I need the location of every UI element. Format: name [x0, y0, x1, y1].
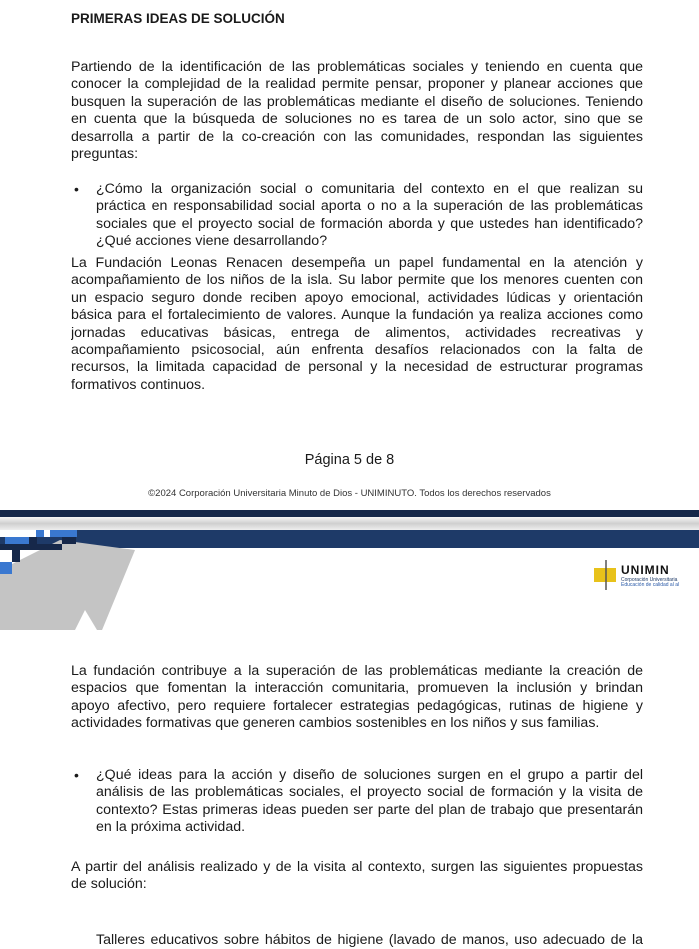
text-line: desarrolla a partir de la co-creación con las comunidades, respondan las siguientes	[71, 128, 643, 145]
bullet-question-2	[96, 767, 643, 837]
paragraph-fundacion	[71, 255, 643, 394]
text-line: básica para el fortalecimiento de valores. Aunque la fundación ya realiza acciones como	[71, 307, 643, 324]
text-line: contexto? Estas primeras ideas pueden ser parte del plan de trabajo que presentarán	[96, 801, 643, 818]
text-line: ¿Qué acciones viene desarrollando?	[96, 233, 328, 250]
paragraph-talleres	[96, 932, 643, 949]
text-line: de solución:	[71, 876, 147, 893]
header-decoration	[0, 530, 140, 630]
text-line: La fundación contribuye a la superación de las problemáticas mediante la creación de	[71, 663, 643, 679]
copyright: ©2024 Corporación Universitaria Minuto de Dios - UNIMINUTO. Todos los derechos reservados	[148, 488, 551, 499]
bullet-icon: •	[74, 181, 79, 197]
text-line: conocer la complejidad de la realidad permite pensar, proponer y planear acciones que	[71, 76, 643, 93]
text-line: acompañamiento de los niños de la isla. Su labor permite que los menores cuenten con	[71, 272, 643, 289]
text-line: recursos, la limitada capacidad de personal y la necesidad de estructurar programas	[71, 359, 643, 376]
text-line: formativos continuos.	[71, 376, 206, 393]
text-line: análisis de las problemáticas sociales, el proyecto social de formación y la visita de	[96, 784, 643, 801]
text-line: Partiendo de la identificación de las problemáticas sociales y teniendo en cuenta que	[71, 59, 643, 75]
text-line: actividades formativas que generen cambios sostenibles en los niños y sus familias.	[71, 715, 600, 732]
text-line: ¿Qué ideas para la acción y diseño de soluciones surgen en el grupo a partir del	[96, 767, 643, 783]
uniminuto-logo: UNIMIN Corporación Universitaria Educación de calidad al al	[594, 560, 699, 590]
text-line: espacios que fomentan la interacción comunitaria, promueven la inclusión y brindan	[71, 680, 643, 697]
bullet-question-1	[96, 181, 643, 251]
text-line: Talleres educativos sobre hábitos de higiene (lavado de manos, uso adecuado de la	[96, 932, 643, 948]
text-line: jornadas educativas básicas, entrega de alimentos, actividades recreativas y	[71, 324, 643, 341]
text-line: sociales que el proyecto social de formación aborda y que ustedes han identificado?	[96, 215, 643, 232]
page-number: Página 5 de 8	[304, 452, 395, 468]
text-line: apoyo afectivo, pero requiere fortalecer estrategias pedagógicas, rutinas de higiene y	[71, 697, 643, 714]
text-line: acompañamiento psicosocial, aún enfrenta desafíos relacionados con la falta de	[71, 341, 643, 358]
text-line: un espacio seguro donde reciben apoyo emocional, actividades lúdicas y orientación	[71, 289, 643, 306]
bullet-icon: •	[74, 767, 79, 783]
paragraph-intro	[71, 59, 643, 163]
header-band-dark	[0, 510, 699, 517]
logo-md-icon	[594, 560, 618, 590]
header-band-gray	[0, 517, 699, 530]
text-line: en cuenta que la búsqueda de soluciones no es tarea de un solo actor, sino que se	[71, 111, 643, 128]
section-title: PRIMERAS IDEAS DE SOLUCIÓN	[71, 11, 285, 26]
paragraph-contribucion	[71, 662, 643, 732]
text-line: La Fundación Leonas Renacen desempeña un papel fundamental en la atención y	[71, 255, 643, 271]
text-line: en la próxima actividad.	[96, 819, 246, 836]
text-line: A partir del análisis realizado y de la visita al contexto, surgen las siguientes propuestas	[71, 859, 643, 875]
paragraph-propuestas	[71, 858, 643, 893]
text-line: busquen la superación de las problemáticas mediante el diseño de soluciones. Teniendo	[71, 93, 643, 110]
text-line: ¿Cómo la organización social o comunitaria del contexto en el que realizan su	[96, 181, 643, 197]
text-line: preguntas:	[71, 145, 139, 162]
text-line: práctica en responsabilidad social aporta o no a la superación de las problemáticas	[96, 198, 643, 215]
